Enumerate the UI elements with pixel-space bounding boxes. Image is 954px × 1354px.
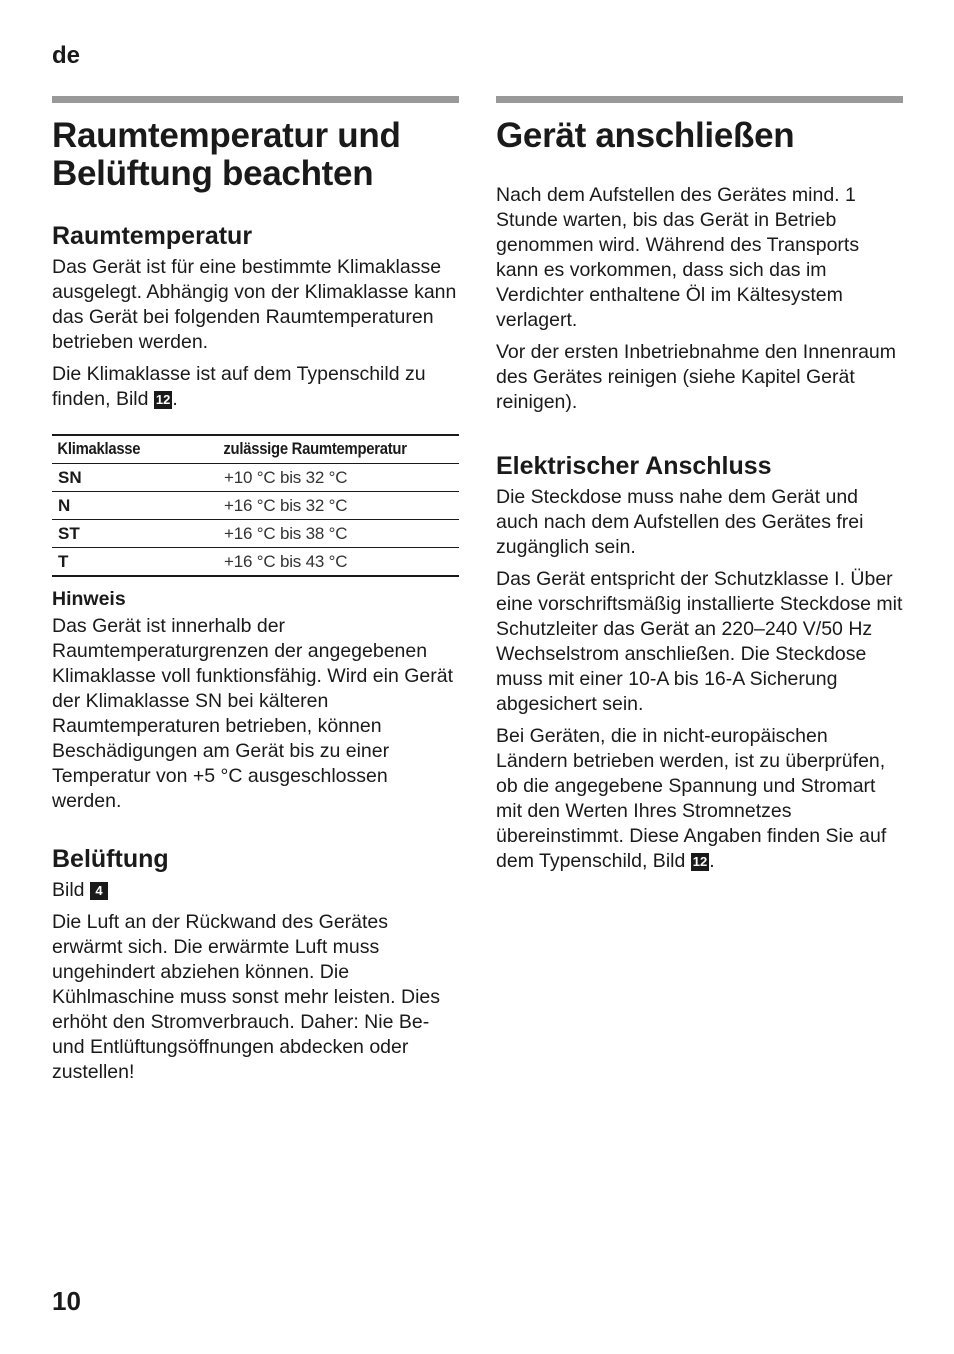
temperature-range-cell: +16 °C bis 43 °C: [224, 551, 348, 571]
heading-belueftung: Belüftung: [52, 845, 169, 873]
temperature-range-cell: +16 °C bis 32 °C: [224, 495, 348, 515]
column-header-climate-class: Klimaklasse: [57, 440, 141, 458]
paragraph-text: Die Klimaklasse ist auf dem Typenschild zu finden, Bild: [52, 363, 426, 410]
left-column: [52, 96, 459, 1085]
table-row: [52, 492, 459, 520]
language-label: de: [52, 42, 81, 69]
climate-class-cell: N: [58, 495, 71, 515]
figure-reference: [52, 878, 459, 903]
paragraph-non-european: [496, 724, 903, 874]
heading-raumtemperatur: Raumtemperatur: [52, 222, 253, 250]
section-title-room-temperature: Raumtemperatur und Belüftung beachten: [52, 116, 401, 193]
paragraph-wait-after-setup: Nach dem Aufstellen des Gerätes mind. 1 Stunde warten, bis das Gerät in Betrieb genommen wird. Während des Transports kann es vorkommen, dass sich das im Verdichter enthaltene Öl im Kältesystem verlagert.: [496, 184, 860, 331]
climate-class-cell: SN: [58, 467, 82, 487]
table-row: [52, 520, 459, 548]
paragraph-type-plate: [52, 362, 459, 412]
heading-electrical-connection: Elektrischer Anschluss: [496, 452, 772, 480]
paragraph-ventilation: Die Luft an der Rückwand des Gerätes erwärmt sich. Die erwärmte Luft muss ungehindert abziehen können. Die Kühlmaschine muss sonst mehr leisten. Dies erhöht den Stromverbrauch. Daher: Nie Be- und Entlüftungsöffnungen abdecken oder zustellen!: [52, 911, 440, 1083]
paragraph-socket-access: Die Steckdose muss nahe dem Gerät und auch nach dem Aufstellen des Gerätes frei zugänglich sein.: [496, 486, 864, 558]
figure-reference-badge: 12: [155, 392, 171, 407]
section-title-connect-device: Gerät anschließen: [496, 116, 795, 155]
section-rule: [52, 96, 459, 103]
note-text: Das Gerät ist innerhalb der Raumtemperaturgrenzen der angegebenen Klimaklasse voll funktionsfähig. Wird ein Gerät der Klimaklasse SN bei kälteren Raumtemperaturen betrieben, können Beschädigungen am Gerät bis zu einer Temperatur von +5 °C ausgeschlossen werden.: [52, 615, 453, 812]
paragraph-text: Bei Geräten, die in nicht-europäischen Ländern betrieben werden, ist zu überprüfen, ob die angegebene Spannung und Stromart mit den Werten Ihres Stromnetzes übereinstimmt. Diese Angaben finden Sie auf dem Typenschild, Bild: [496, 725, 887, 872]
table-header-row: [52, 435, 459, 464]
note-label: Hinweis: [52, 588, 126, 610]
paragraph-end: .: [172, 388, 178, 410]
paragraph-climate-class: Das Gerät ist für eine bestimmte Klimaklasse ausgelegt. Abhängig von der Klimaklasse kann das Gerät bei folgenden Raumtemperaturen betrieben werden.: [52, 256, 457, 353]
figure-label: Bild: [52, 879, 85, 901]
paragraph-protection-class: Das Gerät entspricht der Schutzklasse I. Über eine vorschriftsmäßig installierte Steckdose mit Schutzleiter das Gerät an 220–240 V/50 Hz Wechselstrom anschließen. Die Steckdose muss mit einer 10-A bis 16-A Sicherung abgesichert sein.: [496, 568, 903, 715]
paragraph-end: .: [709, 850, 715, 872]
temperature-range-cell: +10 °C bis 32 °C: [224, 467, 348, 487]
table-row: [52, 548, 459, 577]
paragraph-clean-interior: Vor der ersten Inbetriebnahme den Innenraum des Gerätes reinigen (siehe Kapitel Gerät reinigen).: [496, 341, 897, 413]
climate-class-table: [52, 434, 459, 577]
climate-class-cell: ST: [58, 523, 80, 543]
figure-reference-badge: 12: [692, 854, 708, 869]
temperature-range-cell: +16 °C bis 38 °C: [224, 523, 348, 543]
table-row: [52, 464, 459, 492]
climate-class-cell: T: [58, 551, 69, 571]
section-rule: [496, 96, 903, 103]
figure-reference-badge: 4: [90, 882, 108, 900]
page-number: 10: [52, 1286, 81, 1316]
right-column: [496, 96, 903, 874]
column-header-allowed-temperature: zulässige Raumtemperatur: [223, 440, 407, 458]
